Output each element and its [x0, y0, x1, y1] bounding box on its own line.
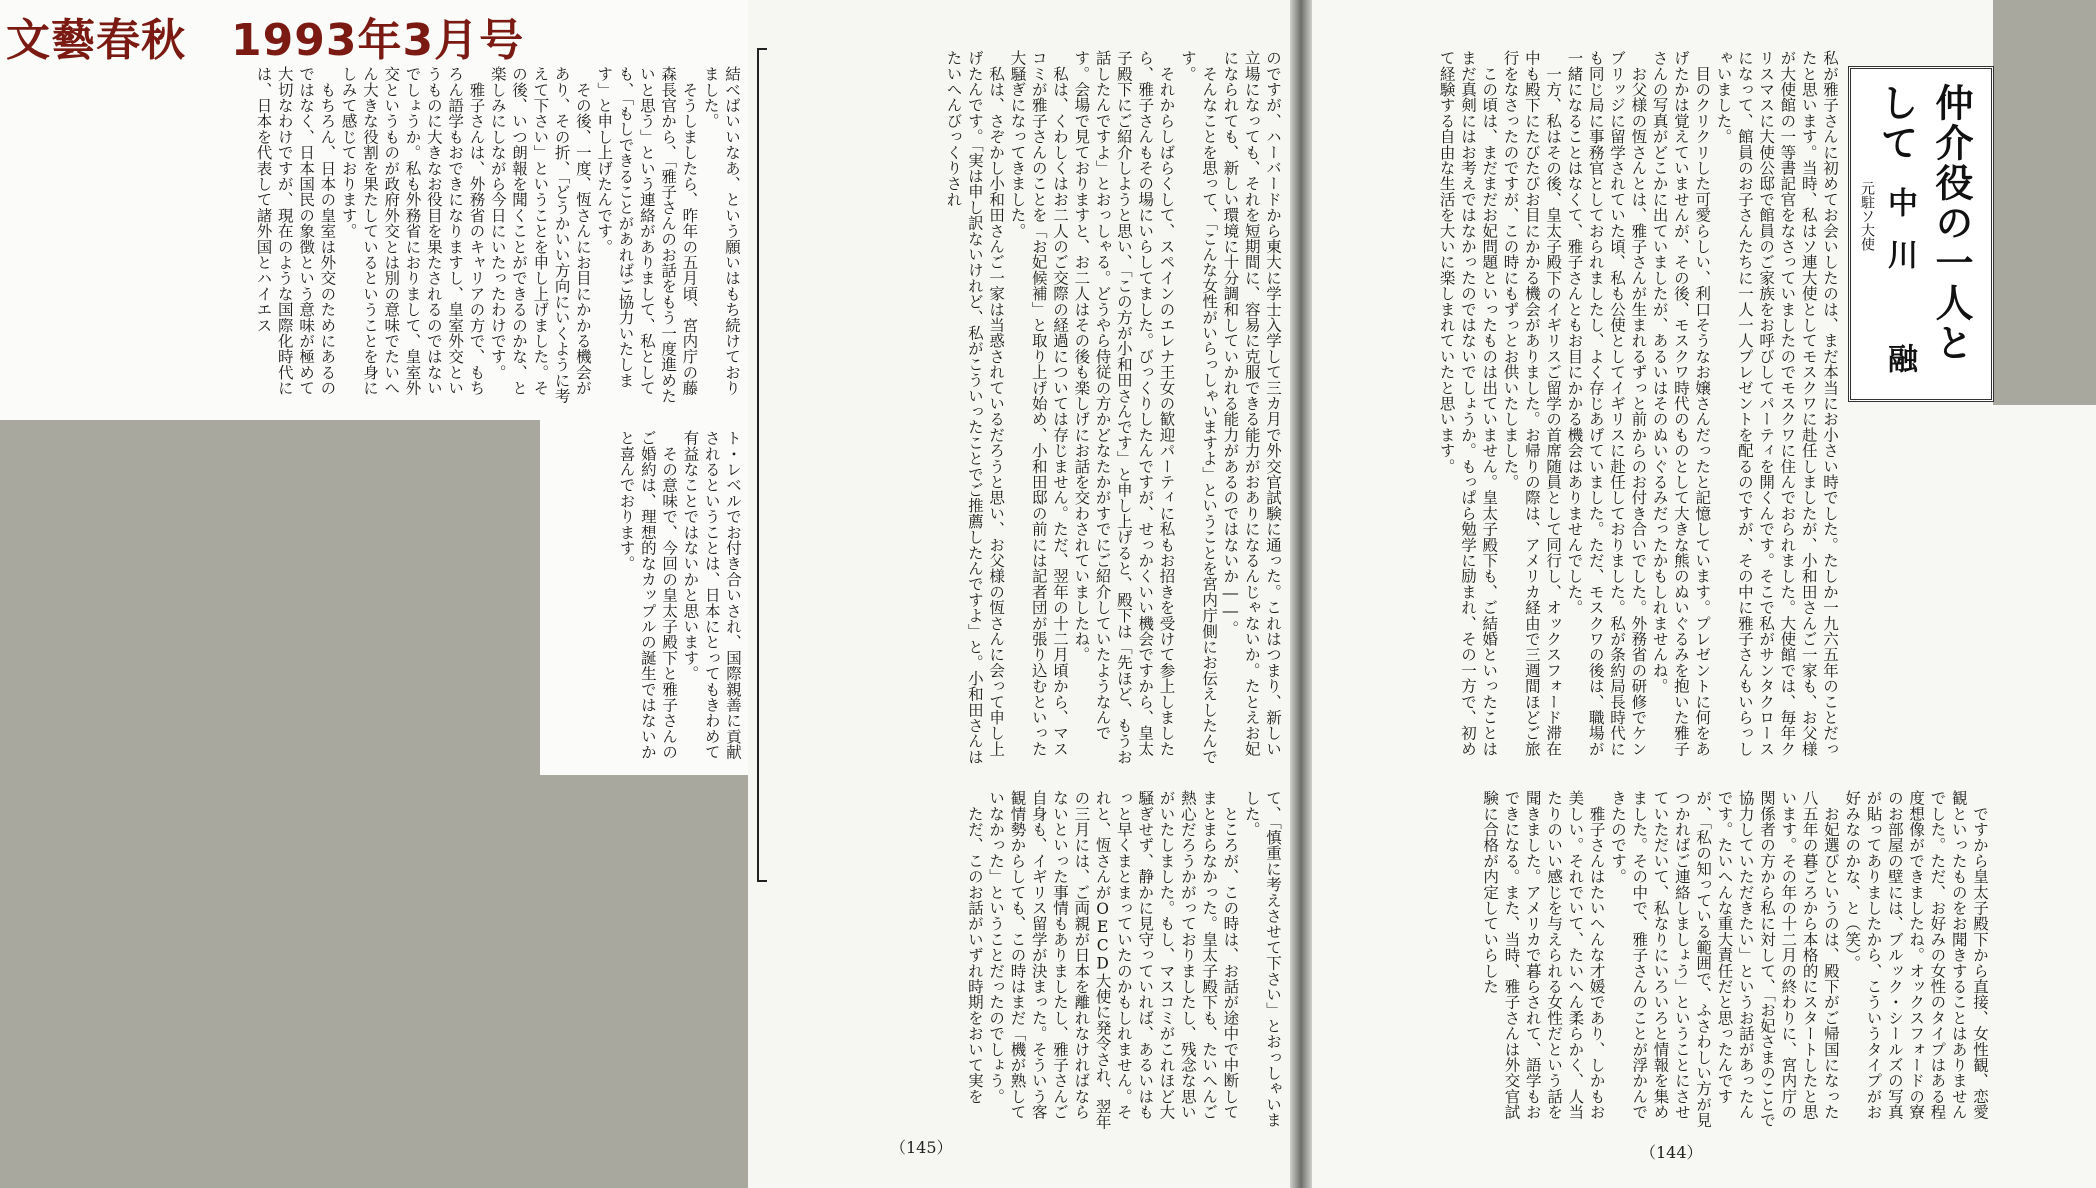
column-bracket	[757, 48, 767, 882]
article-author: 中川 融	[1882, 187, 1917, 395]
body-text-left-lower: ト・レベルでお付き合いされ、国際親善に貢献されるということは、日本にとってもきわめて有益なことではないかと思います。 その意味で、今回の皇太子殿下と雅子さんのご婚約は、理想的なカップルの誕生ではないかと喜んでおります。	[617, 430, 742, 760]
body-text-p145-top: のですが、ハーバードから東大に学士入学して三カ月で外交官試験に通った。これはつまり、新しい立場になっても、それを短期間に、容易に克服できる能力がおありになるんじゃないか。たとえお妃になられても、新しい環境に十分調和していかれる能力があるのではないか――。 そんなことを思って、「こんな女性がいらっしゃいますよ」ということを宮内庁側にお伝えしたんです。 それからしばらくして、スペインのエレナ王女の歓迎パーティに私もお招きを受けて参上しましたら、雅子さんもその場にいらしてました。びっくりしたんですが、せっかくいい機会ですから、皇太子殿下にご紹介しようと思い、「この方が小和田さんです」と申し上げると、殿下は「先ほど、もうお話したんですよ」とおっしゃる。どうやら侍従の方かどなたかがすでにご紹介していたようなんです。会場で見ておりますと、お二人はその後も楽しげにお話を交わされていましたね。 私は、くわしくはお二人のご交際の経過については存じません。ただ、翌年の十二月頃から、マスコミが雅子さんのことを「お妃候補」と取り上げ始め、小和田邸の前には記者団が張り込むといった大騒ぎになってきました。 私は、さぞかし小和田さんご一家は当惑されているだろうと思い、お父様の恆さんに会って申し上げたんです。「実は申し訳ないけれど、私がこういったことでご推薦したんですよ」と。小和田さんはたいへんびっくりされ	[944, 50, 1282, 765]
page-number-144: （144）	[1640, 1143, 1703, 1162]
body-text-p144-top: 私が雅子さんに初めてお会いしたのは、まだ本当にお小さい時でした。たしか一九六五年のことだったと思います。当時、私はソ連大使としてモスクワに赴任しましたが、小和田さんご一家も、お父様が大使館の一等書記官をなさっていましたのでモスクワに住んでおられました。大使館では、毎年クリスマスに大使公邸で館員のご家族をお呼びしてパーティを開くんです。そこで私がサンタクロースになって、館員のお子さんたちに一人一人プレゼントを配るのですが、その中に雅子さんもいらっしゃいました。 目のクリクリした可愛らしい、利口そうなお嬢さんだったと記憶しています。プレゼントに何をあげたかは覚えていませんが、その後、モスクワ時代のものとして大きな熊のぬいぐるみを抱いた雅子さんの写真がどこかに出ていましたが、あるいはそのぬいぐるみだったかもしれませんね。 お父様の恆さんとは、雅子さんが生まれるずっと前からのお付き合いでした。外務省の研修でケンブリッジに留学されていた頃、私も公使としてイギリスに赴任しておりました。私が条約局長時代にも同じ局に事務官としておられましたし、よく存じあげていました。ただ、モスクワの後は、職場が一緒になることはなくて、雅子さんともお目にかかる機会はありませんでした。 一方、私はその後、皇太子殿下のイギリスご留学の首席随員として同行し、オックスフォード滞在中も殿下にたびたびお目にかかる機会がありました。お帰りの際は、アメリカ経由で三週間ほどご旅行をなさったのですが、この時にもずっとお供いたしました。 この頃は、まだまだお妃問題といったものは出ていません。皇太子殿下も、ご結婚といったことはまだ真剣にはお考えではなかったのではないでしょうか。もっぱら勉学に励まれ、その一方で、初めて経験する自由な生活を大いに楽しまれていたと思います。	[1437, 50, 1839, 757]
background-strip	[1993, 0, 2096, 405]
body-text-left-top: 結べばいいなあ、という願いはもち続けておりました。 そうしましたら、昨年の五月頃、宮内庁の藤森長官から、「雅子さんのお話をもう一度進めたいと思う」という連絡がありまして、私としても、「もしできることがあればご協力いたします」と申し上げたんです。 その後、一度、恆さんにお目にかかる機会があり、その折、「どうかいい方向にいくように考えて下さい」ということを申し上げました。その後、いつ朗報を聞くことができるのかな、と楽しみにしながら今日にいたったわけです。 雅子さんは、外務省のキャリアの方で、もちろん語学もおできになりますし、皇室外交というものに大きなお役目を果たされるのではないでしょうか。私も外務省におりまして、皇室外交というものが政府外交とは別の意味でたいへん大きな役割を果たしているということを身にしみて感じております。 もちろん、日本の皇室は外交のためにあるのではなく、日本国民の象徴という意味が極めて大切なわけですが、現在のような国際化時代には、日本を代表して諸外国とハイエス	[254, 66, 741, 404]
body-text-p145-bottom: て、「慎重に考えさせて下さい」とおっしゃいました。 ところが、この時は、お話が途中で中断してまとまらなかった。皇太子殿下も、たいへんご熱心だろうかがっておりましたし、残念な思いがいたしました。もし、マスコミがこれほど大騒ぎせず、静かに見守っていれば、あるいはもっと早くまとまっていたのかもしれません。それと、恆さんがOECD大使に発令され、翌年の三月には、ご両親が日本を離れなければならないといった事情もありましたし、雅子さんご自身も、イギリス留学が決まった。そういう客観情勢からしても、この時はまだ「機が熟していなかった」ということだったのでしょう。 ただ、このお話がいずれ時期をおいて実を	[965, 790, 1282, 1130]
magazine-label: 文藝春秋 1993年3月号	[6, 15, 525, 66]
page-number-145: （145）	[890, 1138, 953, 1157]
author-role: 元駐ソ大使	[1859, 181, 1875, 251]
book-gutter	[1290, 0, 1312, 1188]
article-title-box	[1848, 66, 1994, 402]
article-title: 仲介役の一人として	[1874, 83, 1974, 363]
body-text-p144-bottom: ですから皇太子殿下から直接、女性観、恋愛観といったものをお聞きすることはありませんでした。ただ、お好みの女性のタイプはある程度想像ができましたね。オックスフォードの寮のお部屋の壁には、ブルック・シールズの写真が貼ってありましたから、こういうタイプがお好みなのかな、と（笑）。 お妃選びというのは、殿下がご帰国になった八五年の暮ごろから本格的にスタートしたと思います。その年の十二月の終わりに、宮内庁の関係者の方から私に対して、「お妃さまのことで協力していただきたい」というお話があったんです。たいへんな重大責任だと思ったんですが、「私の知っている範囲で、ふさわしい方が見つかればご連絡しましょう」ということにさせていただいて、私なりにいろいろと情報を集めました。その中で、雅子さんのことが浮かんできたのです。 雅子さんはたいへんな才媛であり、しかもお美しい。それでいて、たいへん柔らかく、人当たりのいい感じを与えられる女性だという話を聞きました。アメリカで暮らされて、語学もおできになる。また、当時、雅子さんは外交官試験に合格が内定していらした	[1481, 790, 1989, 1128]
